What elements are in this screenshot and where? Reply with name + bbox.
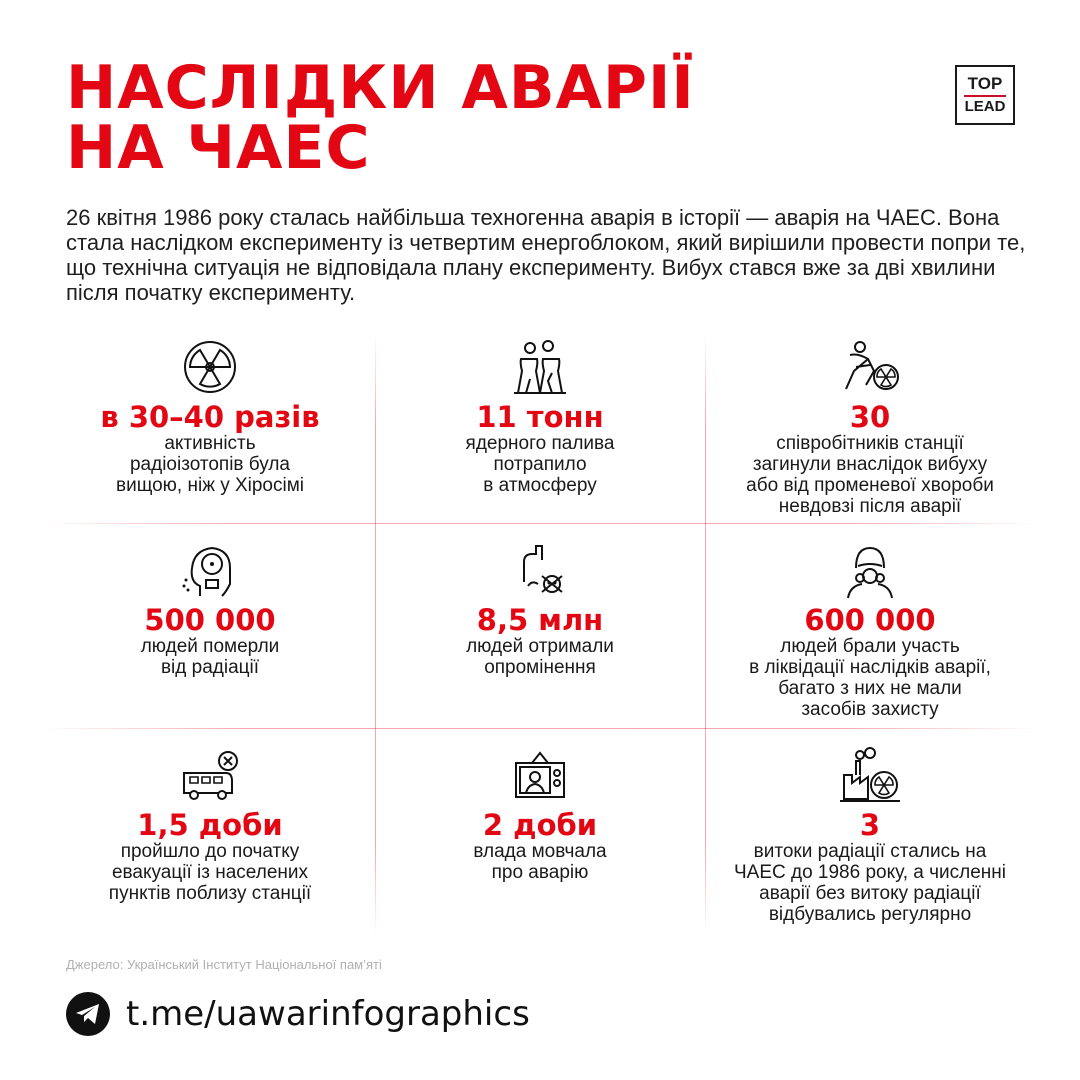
stat-value: 30 [849, 400, 891, 434]
stats-grid [40, 335, 1040, 935]
intro-paragraph: 26 квітня 1986 року сталась найбільша техногенна аварія в історії — аварія на ЧАЕС. Вона стала наслідком експерименту із четвертим енергоблоком, який вирішили провести попри те, що технічна ситуація не відповідала плану експерименту. Вибух стався вже за дві хвилини після початку експерименту. [66, 205, 1026, 305]
stat-description: активність радіоізотопів була вищою, ніж у Хіросімі [115, 433, 304, 496]
stat-description: людей померли від радіації [140, 636, 280, 678]
logo-divider [964, 95, 1006, 97]
stat-card [705, 337, 1035, 517]
skull-gas-icon [508, 540, 572, 600]
stat-description: витоки радіації стались на ЧАЕС до 1986 року, а численні аварії без витоку радіації відбувались регулярно [733, 841, 1007, 925]
stat-value: 8,5 млн [476, 603, 604, 637]
stat-card [705, 745, 1035, 925]
stat-value: 11 тонн [476, 400, 604, 434]
stat-description: влада мовчала про аварію [473, 841, 607, 883]
stat-value: 600 000 [804, 603, 936, 637]
telegram-link[interactable] [66, 992, 530, 1036]
stat-value: 2 доби [482, 808, 598, 842]
telegram-link-text[interactable]: t.me/uawarinfographics [126, 994, 530, 1034]
plant-radiation-icon [838, 745, 902, 805]
stat-description: співробітників станції загинули внаслідок вибуху або від променевої хвороби невдовзі після аварії [746, 433, 994, 517]
tv-icon [508, 745, 572, 805]
stat-value: 500 000 [144, 603, 276, 637]
title-line-2: НА ЧАЕС [66, 113, 371, 183]
logo-bottom-text: LEAD [964, 98, 1006, 115]
radiation-icon [178, 337, 242, 397]
evacuation-bus-icon [178, 745, 242, 805]
stat-card [45, 337, 375, 496]
irradiated-head-icon [178, 540, 242, 600]
telegram-icon[interactable] [66, 992, 110, 1036]
stat-description: пройшло до початку евакуації із населених пунктів поблизу станції [108, 841, 312, 904]
cooling-tower-icon [508, 337, 572, 397]
stat-card [375, 745, 705, 883]
fallen-worker-icon [838, 337, 902, 397]
title-line-1: НАСЛІДКИ АВАРІЇ [66, 53, 695, 123]
grid-divider-horizontal [40, 728, 1040, 729]
stat-description: ядерного палива потрапило в атмосферу [465, 433, 615, 496]
logo-top-text: TOP [967, 74, 1003, 93]
page-title [66, 53, 886, 183]
stat-card [375, 337, 705, 496]
liquidator-mask-icon [838, 540, 902, 600]
stat-card [45, 745, 375, 904]
stat-description: людей брали участь в ліквідації наслідків аварії, багато з них не мали засобів захисту [749, 636, 991, 720]
grid-divider-horizontal [40, 523, 1040, 524]
source-note: Джерело: Український Інститут Національної пам’яті [66, 957, 382, 972]
stat-description: людей отримали опромінення [466, 636, 614, 678]
stat-value: 3 [859, 808, 881, 842]
stat-value: в 30–40 разів [100, 400, 320, 434]
stat-card [45, 540, 375, 678]
stat-value: 1,5 доби [137, 808, 283, 842]
top-lead-logo [955, 65, 1015, 125]
stat-card [375, 540, 705, 678]
stat-card [705, 540, 1035, 720]
